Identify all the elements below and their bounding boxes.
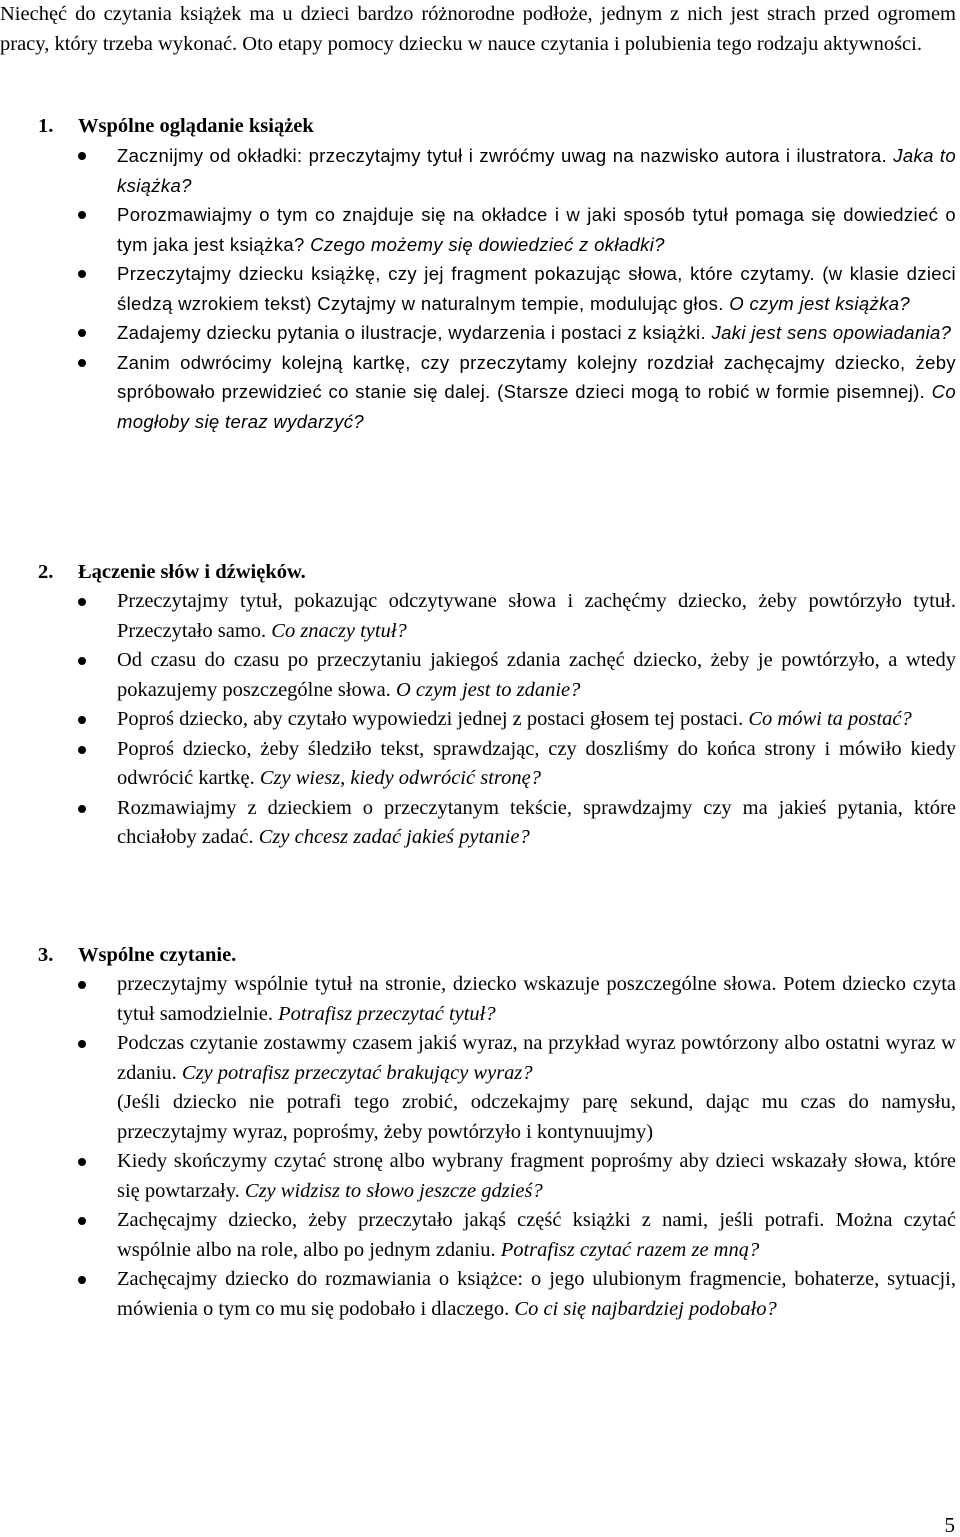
list-item-content [117,1206,956,1265]
item-question: Czy chcesz zadać jakieś pytanie? [258,826,530,848]
item-text: Podczas czytanie zostawmy czasem jakiś wyraz, na przykład wyraz powtórzony albo ostatni wyraz w zdaniu. [117,1032,956,1084]
item-text: Przeczytajmy tytuł, pokazując odczytywane słowa i zachęćmy dziecko, żeby powtórzyło tytuł. Przeczytało samo. [117,590,956,642]
list-item-content [117,705,956,735]
section-number: 2. [38,561,54,583]
list-item-content [117,735,956,794]
list-item-content [117,1147,956,1206]
section-number: 1. [38,115,54,137]
item-question: Co mówi ta postać? [748,708,912,730]
section-title: Wspólne czytanie. [78,944,237,966]
list-item [0,259,956,318]
bullet-icon [78,657,86,665]
list-item [0,200,956,259]
item-question: Czy widzisz to słowo jeszcze gdzieś? [244,1179,543,1202]
bullet-icon [78,152,86,160]
section-title: Wspólne oglądanie książek [78,115,314,137]
item-text: Kiedy skończymy czytać stronę albo wybrany fragment poprośmy aby dzieci wskazały słowa, które się powtarzały. [117,1150,956,1202]
list-item-content [117,200,956,259]
section-title: Łączenie słów i dźwięków. [78,561,306,583]
item-question: Co ci się najbardziej podobało? [514,1297,777,1320]
list-item-content [117,970,956,1029]
page-number: 5 [944,1513,955,1537]
item-question: Jaka to książka? [117,145,956,196]
list-item [0,348,956,437]
list-item [0,646,956,705]
bullet-icon [78,1040,86,1048]
bullet-icon [78,270,86,278]
item-text: Zanim odwrócimy kolejną kartkę, czy przeczytamy kolejny rozdział zachęcajmy dziecko, żeby spróbowało przewidzieć co stanie się dalej. (Starsze dzieci mogą to robić w formie pisemnej). [117,351,956,402]
item-question: Co mogłoby się teraz wydarzyć? [117,381,956,432]
section-heading [38,111,956,141]
section-3 [0,940,956,1324]
list-item-content [117,141,956,200]
bullet-icon [78,1217,86,1225]
item-question: O czym jest to zdanie? [395,678,581,701]
item-text: przeczytajmy wspólnie tytuł na stronie, dziecko wskazuje poszczególne słowa. Potem dziecko czyta tytuł samodzielnie. [117,973,956,1025]
list-item-content [117,259,956,318]
bullet-icon [78,329,86,337]
list-item-content [117,348,956,437]
item-question: Co znaczy tytuł? [271,619,407,642]
bullet-icon [78,359,86,367]
item-question: Potrafisz przeczytać tytuł? [278,1002,496,1025]
bullet-icon [78,1158,86,1166]
bullet-icon [78,598,86,606]
item-text: Zachęcajmy dziecko, żeby przeczytało jakąś część książki z nami, jeśli potrafi. Można czytać wspólnie albo na role, albo po jednym zdaniu. [117,1209,956,1261]
item-question: Czego możemy się dowiedzieć z okładki? [310,233,665,255]
item-question: Czy potrafisz przeczytać brakujący wyraz? [181,1061,533,1084]
list-item [0,141,956,200]
list-item [0,970,956,1029]
bullet-icon [78,805,86,813]
bullet-list [0,141,956,436]
item-text: Poproś dziecko, żeby śledziło tekst, sprawdzając, czy doszliśmy do końca strony i mówiło kiedy odwrócić kartkę. [117,737,956,789]
item-question: O czym jest książka? [729,292,910,314]
list-item-content [117,318,956,348]
item-text: Porozmawiajmy o tym co znajduje się na okładce i w jaki sposób tytuł pomaga się dowiedzieć o tym jaka jest książka? [117,204,956,255]
section-heading [38,557,956,587]
bullet-icon [78,211,86,219]
item-question: Czy wiesz, kiedy odwrócić stronę? [259,767,541,789]
item-text: Zacznijmy od okładki: przeczytajmy tytuł i zwróćmy uwag na nazwisko autora i ilustratora. [117,145,888,166]
list-item [0,1029,956,1147]
item-question: Potrafisz czytać razem ze mną? [500,1238,760,1261]
section-1 [0,111,956,436]
bullet-list [0,587,956,853]
list-item-content [117,646,956,705]
list-item-content [117,1029,956,1147]
list-item [0,587,956,646]
item-text: Poproś dziecko, aby czytało wypowiedzi jednej z postaci głosem tej postaci. [117,708,744,730]
list-item [0,705,956,735]
item-note: (Jeśli dziecko nie potrafi tego zrobić, odczekajmy parę sekund, dając mu czas do namysłu, przeczytajmy wyraz, poprośmy, żeby powtórzyło i kontynuujmy) [117,1091,956,1143]
bullet-list [0,970,956,1324]
bullet-icon [78,716,86,724]
list-item [0,1265,956,1324]
list-item [0,1147,956,1206]
bullet-icon [78,1276,86,1284]
item-text: Zachęcajmy dziecko do rozmawiania o książce: o jego ulubionym fragmencie, bohaterze, sytuacji, mówienia o tym co mu się podobało i dlaczego. [117,1268,956,1320]
list-item-content [117,794,956,853]
bullet-icon [78,746,86,754]
intro-paragraph: Niechęć do czytania książek ma u dzieci bardzo różnorodne podłoże, jednym z nich jest strach przed ogromem pracy, który trzeba wykonać. Oto etapy pomocy dziecku w nauce czytania i polubienia tego rodzaju aktywności. [0,3,956,55]
item-text: Od czasu do czasu po przeczytaniu jakiegoś zdania zachęć dziecko, żeby je powtórzyło, a wtedy pokazujemy poszczególne słowa. [117,649,956,701]
section-number: 3. [38,944,54,966]
list-item-content [117,1265,956,1324]
bullet-icon [78,981,86,989]
item-text: Przeczytajmy dziecku książkę, czy jej fragment pokazując słowa, które czytamy. (w klasie dzieci śledzą wzrokiem tekst) Czytajmy w naturalnym tempie, modulując głos. [117,263,956,314]
item-question: Jaki jest sens opowiadania? [711,322,952,343]
list-item-content [117,587,956,646]
list-item [0,1206,956,1265]
list-item [0,318,956,348]
list-item [0,794,956,853]
section-2 [0,557,956,853]
item-text: Zadajemy dziecku pytania o ilustracje, wydarzenia i postaci z książki. [117,322,706,343]
item-text: Rozmawiajmy z dzieckiem o przeczytanym tekście, sprawdzajmy czy ma jakieś pytania, które chciałoby zadać. [117,796,956,848]
section-heading [38,940,956,970]
list-item [0,735,956,794]
